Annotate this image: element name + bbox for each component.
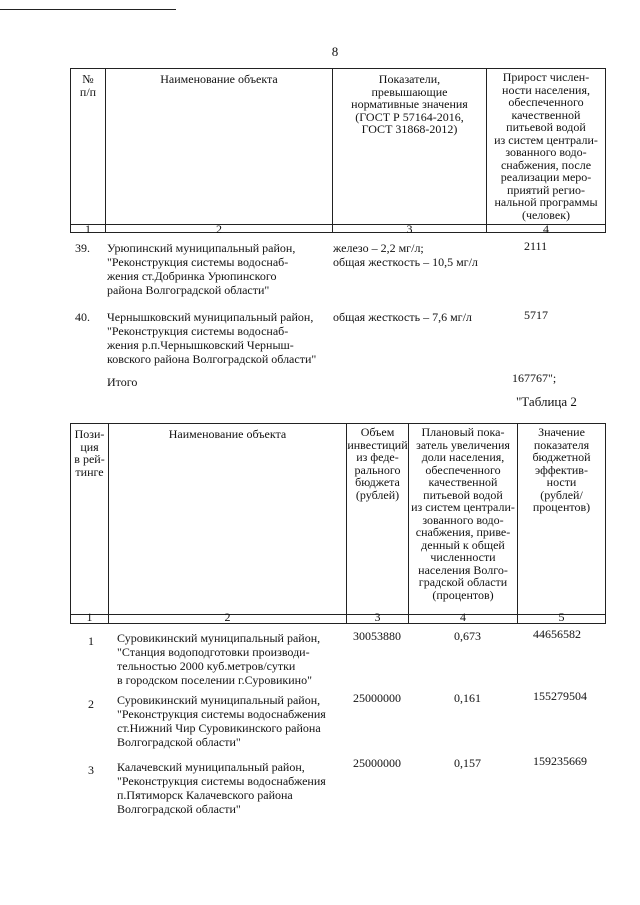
col-number-label: 5 bbox=[558, 610, 565, 624]
header-col-object-name: Наименование объекта bbox=[168, 427, 287, 441]
row-object-name: Чернышковский муниципальный район, "Реконструкция системы водоснаб- жения р.п.Чернышковский Черныш- ковского района Волгоградской области" bbox=[107, 310, 317, 366]
header-col-efficiency: Значение показателя бюджетной эффектив- ности (рублей/ процентов) bbox=[532, 425, 591, 514]
row-population-value: 2111 bbox=[524, 239, 548, 253]
header-col-position: Пози- ция в рей- тинге bbox=[74, 427, 105, 479]
row-object-name: Калачевский муниципальный район, "Реконструкция системы водоснабжения п.Пятиморск Калачевского района Волгоградской области" bbox=[117, 760, 326, 816]
col-number-label: 1 bbox=[86, 610, 93, 624]
row-population-value: 5717 bbox=[524, 308, 548, 322]
col-divider bbox=[105, 69, 106, 233]
row-number: 39. bbox=[75, 241, 90, 255]
header-col-investment: Объем инвестиций из феде- рального бюджета (рублей) bbox=[347, 425, 408, 502]
row-investment: 30053880 bbox=[353, 629, 401, 643]
header-col-population-growth: Прирост числен- ности населения, обеспеченного качественной питьевой водой из систем централи- зованного водо- снабжения, после реализации меро- приятий регио- нальной программы (человек) bbox=[494, 70, 598, 222]
row-efficiency: 155279504 bbox=[533, 689, 587, 703]
row-efficiency: 159235669 bbox=[533, 754, 587, 768]
row-number: 40. bbox=[75, 310, 90, 324]
row-share: 0,673 bbox=[454, 629, 481, 643]
col-number-label: 2 bbox=[216, 222, 222, 236]
row-position: 1 bbox=[88, 634, 94, 648]
header-col-indicators: Показатели, превышающие нормативные значения (ГОСТ Р 57164-2016, ГОСТ 31868-2012) bbox=[351, 72, 468, 136]
row-indicators: железо – 2,2 мг/л; общая жесткость – 10,5 мг/л bbox=[333, 241, 478, 269]
row-object-name: Урюпинский муниципальный район, "Реконструкция системы водоснаб- жения ст.Добринка Урюпинского района Волгоградской области" bbox=[107, 241, 296, 297]
col-number-label: 3 bbox=[406, 222, 413, 236]
page-number: 8 bbox=[331, 44, 339, 59]
row-object-name: Суровикинский муниципальный район, "Реконструкция системы водоснабжения ст.Нижний Чир Суровикинского района Волгоградской области" bbox=[117, 693, 326, 749]
header-col-object-name: Наименование объекта bbox=[160, 72, 278, 86]
table-2-header bbox=[70, 423, 606, 624]
col-number-label: 4 bbox=[460, 610, 466, 624]
row-indicators: общая жесткость – 7,6 мг/л bbox=[333, 310, 472, 324]
row-efficiency: 44656582 bbox=[533, 627, 581, 641]
table-2-title: "Таблица 2 bbox=[516, 394, 577, 409]
header-col-number: № п/п bbox=[79, 72, 97, 99]
row-position: 3 bbox=[88, 763, 94, 777]
row-investment: 25000000 bbox=[353, 691, 401, 705]
col-number-label: 1 bbox=[85, 222, 91, 236]
table-1-header bbox=[70, 68, 606, 236]
header-col-planned-share: Плановый пока- затель увеличения доли населения, обеспеченного качественной питьевой водой из систем централи- зованного водо- снабжения, приве- денный к общей численности населения Волго- градской области (процентов) bbox=[411, 425, 515, 602]
row-position: 2 bbox=[88, 697, 94, 711]
row-share: 0,157 bbox=[454, 756, 481, 770]
col-divider bbox=[108, 424, 109, 624]
top-rule bbox=[0, 9, 176, 10]
col-number-label: 4 bbox=[543, 222, 549, 236]
row-object-name: Суровикинский муниципальный район, "Станция водоподготовки производи- тельностью 2000 куб.метров/сутки в городском поселении г.Суровикино" bbox=[117, 631, 321, 687]
row-investment: 25000000 bbox=[353, 756, 401, 770]
total-label: Итого bbox=[107, 375, 138, 389]
col-number-label: 3 bbox=[374, 610, 381, 624]
row-share: 0,161 bbox=[454, 691, 481, 705]
col-number-label: 2 bbox=[224, 610, 231, 624]
total-value: 167767"; bbox=[512, 371, 557, 385]
